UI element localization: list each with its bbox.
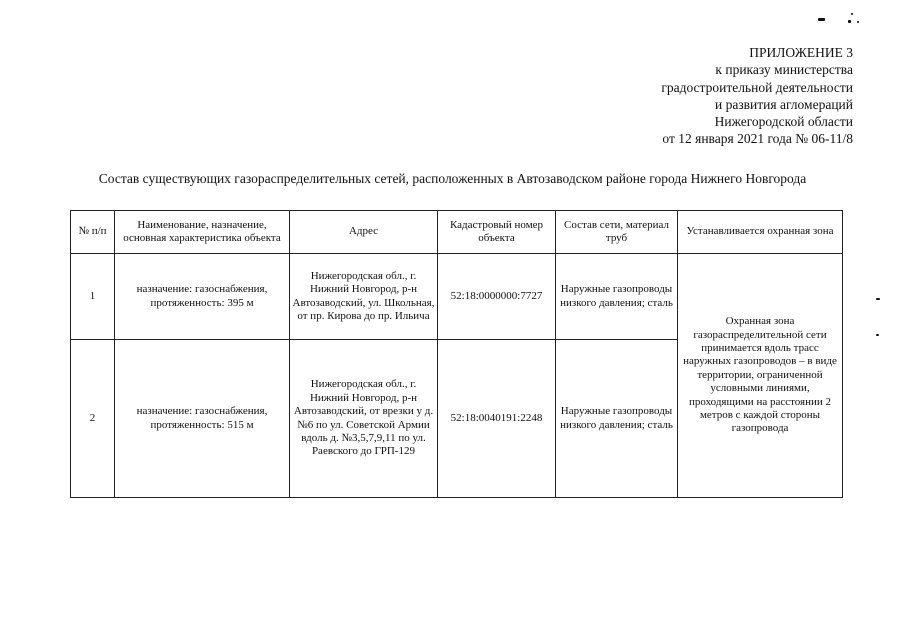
table-header-row xyxy=(71,211,843,254)
appendix-line: градостроительной деятельности xyxy=(661,79,853,95)
header-zone: Устанавливается охранная зона xyxy=(678,211,843,254)
table-row xyxy=(71,254,843,340)
scan-speck xyxy=(848,20,851,23)
header-description: Наименование, назначение, основная характеристика объекта xyxy=(115,211,290,254)
appendix-block xyxy=(661,44,853,148)
row-composition: Наружные газопроводы низкого давления; сталь xyxy=(556,340,678,498)
appendix-line: Нижегородской области xyxy=(714,114,853,130)
header-address: Адрес xyxy=(290,211,438,254)
appendix-title: ПРИЛОЖЕНИЕ 3 xyxy=(749,45,853,60)
row-address: Нижегородская обл., г. Нижний Новгород, р-н Автозаводский, от врезки у д.№6 по ул. Советской Армии вдоль д. №3,5,7,9,11 по ул. Раевского до ГРП-129 xyxy=(290,340,438,498)
scan-speck xyxy=(876,298,880,300)
document-title: Состав существующих газораспределительных сетей, расположенных в Автозаводском районе города Нижнего Новгорода xyxy=(98,171,807,186)
scan-speck xyxy=(851,13,853,15)
header-cadastral: Кадастровый номер объекта xyxy=(438,211,556,254)
scan-speck xyxy=(876,334,879,336)
row-composition: Наружные газопроводы низкого давления; сталь xyxy=(556,254,678,340)
protection-zone-cell: Охранная зона газораспределительной сети принимается вдоль трасс наружных газопроводов – в виде территории, ограниченной условными линиями, проходящими на расстоянии 2 метров с каждой стороны газопровода xyxy=(678,254,843,498)
header-composition: Состав сети, материал труб xyxy=(556,211,678,254)
row-cadastral: 52:18:0040191:2248 xyxy=(438,340,556,498)
row-num: 1 xyxy=(71,254,115,340)
row-num: 2 xyxy=(71,340,115,498)
scan-speck xyxy=(857,21,859,23)
header-num: № п/п xyxy=(71,211,115,254)
scan-speck xyxy=(818,18,825,21)
appendix-order-date: от 12 января 2021 года № 06-11/8 xyxy=(662,131,853,147)
row-description: назначение: газоснабжения, протяженность: 395 м xyxy=(115,254,290,340)
gas-network-table xyxy=(70,210,843,498)
row-cadastral: 52:18:0000000:7727 xyxy=(438,254,556,340)
appendix-line: и развития агломераций xyxy=(714,96,853,112)
row-description: назначение: газоснабжения, протяженность: 515 м xyxy=(115,340,290,498)
row-address: Нижегородская обл., г. Нижний Новгород, р-н Автозаводский, ул. Школьная, от пр. Кирова до пр. Ильича xyxy=(290,254,438,340)
appendix-line: к приказу министерства xyxy=(715,62,853,78)
